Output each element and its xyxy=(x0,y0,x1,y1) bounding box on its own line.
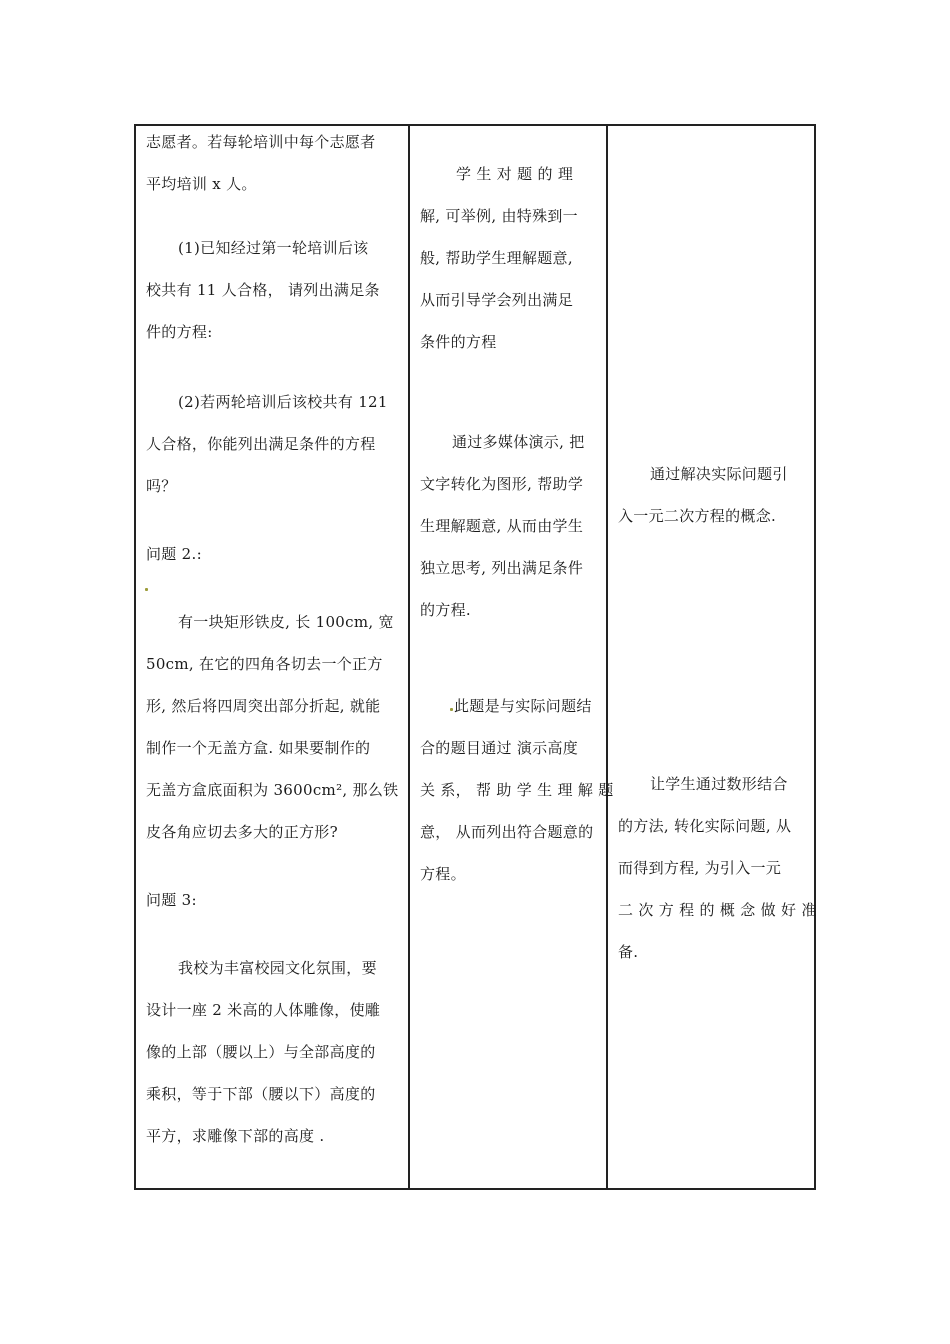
text-line: 此题是与实际问题结 xyxy=(454,697,592,715)
text-line: 让学生通过数形结合 xyxy=(650,775,788,793)
text-line: 吗？ xyxy=(146,477,177,495)
text-line: 从而引导学会列出满足 xyxy=(420,291,574,309)
text-line: 关 系， 帮 助 学 生 理 解 题 xyxy=(420,781,614,799)
text-line: 意， 从而列出符合题意的 xyxy=(420,823,594,841)
text-line: 皮各角应切去多大的正方形? xyxy=(146,823,338,841)
problem-heading: 问题 2.: xyxy=(146,545,202,563)
text-line: 制作一个无盖方盒. 如果要制作的 xyxy=(146,739,371,757)
text-line: 平均培训 x 人。 xyxy=(146,175,257,193)
text-line: 的方程. xyxy=(420,601,471,619)
activity-column xyxy=(410,126,614,1188)
text-line: 有一块矩形铁皮, 长 100cm, 宽 xyxy=(178,613,394,631)
text-line: 解, 可举例, 由特殊到一 xyxy=(420,207,578,225)
text-line: 50cm, 在它的四角各切去一个正方 xyxy=(146,655,383,673)
text-line: 人合格，你能列出满足条件的方程 xyxy=(146,435,376,453)
text-line: 我校为丰富校园文化氛围，要 xyxy=(178,959,377,977)
text-line: 通过多媒体演示, 把 xyxy=(452,433,585,451)
text-line: 学 生 对 题 的 理 xyxy=(456,165,574,183)
text-line: 文字转化为图形, 帮助学 xyxy=(420,475,584,493)
text-line: 像的上部（腰以上）与全部高度的 xyxy=(146,1043,376,1061)
text-line: 独立思考, 列出满足条件 xyxy=(420,559,584,577)
text-line: 般, 帮助学生理解题意, xyxy=(420,249,573,267)
text-line: (2)若两轮培训后该校共有 121 xyxy=(178,393,388,411)
text-line: 设计一座 2 米高的人体雕像，使雕 xyxy=(146,1001,381,1019)
text-line: 通过解决实际问题引 xyxy=(650,465,788,483)
text-line: 方程。 xyxy=(420,865,466,883)
design-intent-column xyxy=(608,126,816,1188)
text-line: 形, 然后将四周突出部分折起, 就能 xyxy=(146,697,381,715)
text-line: 备. xyxy=(618,943,639,961)
text-line: 生理解题意, 从而由学生 xyxy=(420,517,584,535)
text-line: 件的方程: xyxy=(146,323,213,341)
text-line: 乘积，等于下部（腰以下）高度的 xyxy=(146,1085,376,1103)
text-line: 而得到方程, 为引入一元 xyxy=(618,859,782,877)
text-line: 入一元二次方程的概念. xyxy=(618,507,777,525)
text-line: 校共有 11 人合格， 请列出满足条 xyxy=(146,281,380,299)
teaching-content-column xyxy=(136,126,410,1188)
stray-mark xyxy=(450,708,453,711)
text-line: 二 次 方 程 的 概 念 做 好 准 xyxy=(618,901,817,919)
text-line: 无盖方盒底面积为 3600cm², 那么铁 xyxy=(146,781,399,799)
stray-mark xyxy=(145,588,148,591)
text-line: 合的题目通过 演示高度 xyxy=(420,739,579,757)
text-line: 条件的方程 xyxy=(420,333,497,351)
problem-heading: 问题 3: xyxy=(146,891,197,909)
text-line: 的方法, 转化实际问题, 从 xyxy=(618,817,792,835)
text-line: 平方，求雕像下部的高度 . xyxy=(146,1127,325,1145)
text-line: 志愿者。若每轮培训中每个志愿者 xyxy=(146,133,376,151)
lesson-table xyxy=(134,124,816,1190)
text-line: (1)已知经过第一轮培训后该 xyxy=(178,239,369,257)
